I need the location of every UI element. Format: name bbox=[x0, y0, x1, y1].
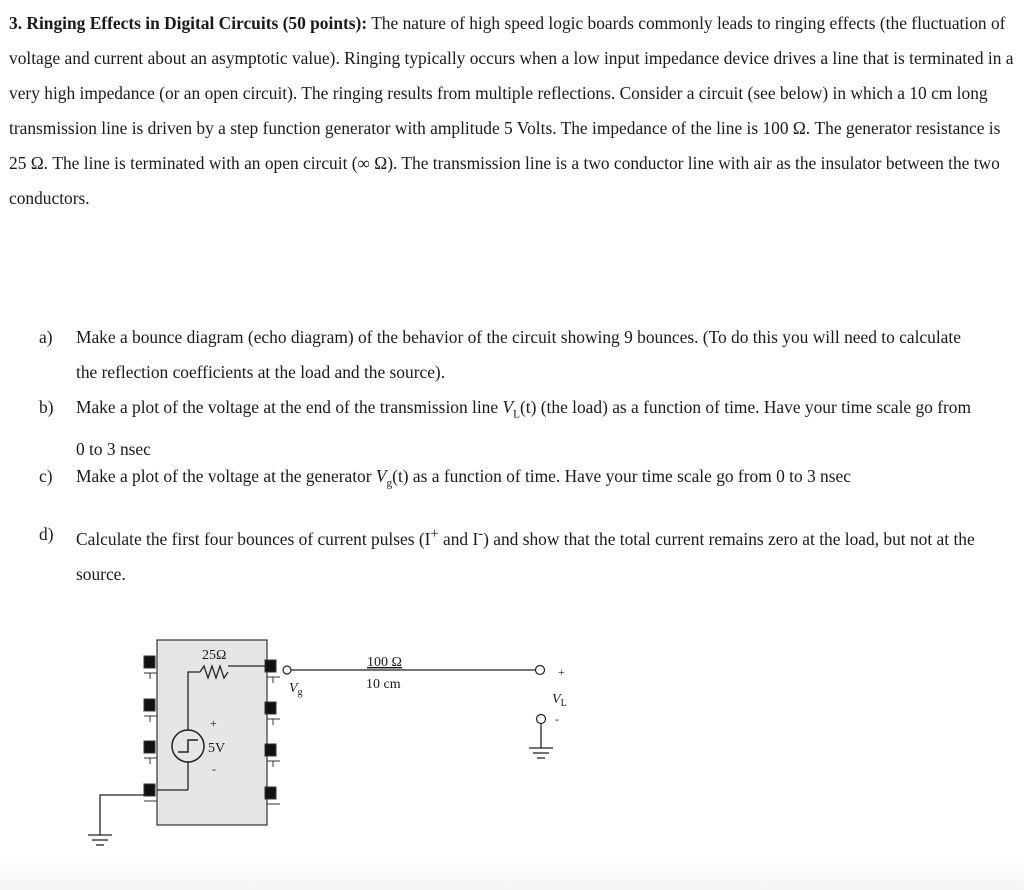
question-label: c) bbox=[39, 466, 53, 486]
resistor-label: 25Ω bbox=[202, 648, 227, 663]
footer-strip bbox=[0, 860, 1024, 890]
problem-number: 3. bbox=[9, 13, 23, 33]
superscript-plus: + bbox=[430, 526, 439, 542]
line-impedance-label: 100 Ω bbox=[367, 655, 402, 670]
question-text bbox=[76, 459, 981, 501]
question-text-post: (the load) as a function of time. Have your time scale go from 0 to 3 nsec bbox=[76, 397, 972, 460]
superscript-minus: - bbox=[478, 526, 484, 542]
question-text-mid: and I bbox=[438, 528, 479, 549]
question-text-pre: Make a plot of the voltage at the generator bbox=[76, 466, 376, 486]
problem-title: Ringing Effects in Digital Circuits (50 points): bbox=[26, 13, 368, 33]
line-length-label: 10 cm bbox=[366, 677, 401, 692]
chip-ground-icon bbox=[88, 795, 144, 845]
symbol-main: V bbox=[502, 397, 514, 417]
problem-heading bbox=[9, 13, 367, 33]
load-voltage-symbol: $V_L$ bbox=[552, 692, 567, 709]
question-text: Make a bounce diagram (echo diagram) of the behavior of the circuit showing 9 bounces. (To do this you will need to calculate the reflection coefficients at the load and the source). bbox=[76, 327, 961, 382]
question-label: a) bbox=[39, 327, 53, 347]
question-text-post: ) and show that the total current remains zero at the load, but not at the source. bbox=[76, 528, 975, 584]
circuit-diagram bbox=[60, 630, 580, 855]
generator-terminal-icon bbox=[283, 666, 291, 674]
source-minus-sign: - bbox=[212, 762, 216, 776]
step-source-icon bbox=[172, 730, 204, 762]
symbol-main: V bbox=[375, 466, 387, 486]
source-voltage-label: 5V bbox=[208, 741, 226, 756]
load-plus-sign: + bbox=[558, 665, 565, 679]
left-pins bbox=[144, 656, 157, 801]
question-text-pre: Make a plot of the voltage at the end of the transmission line bbox=[76, 397, 503, 417]
symbol-argument: (t) bbox=[392, 466, 409, 486]
symbol-subscript: L bbox=[513, 408, 520, 421]
source-plus-sign: + bbox=[210, 716, 217, 730]
load-voltage-symbol bbox=[502, 397, 537, 421]
load-terminal-icon bbox=[536, 666, 545, 675]
question-text bbox=[76, 390, 981, 467]
question-label: d) bbox=[39, 524, 54, 544]
generator-voltage-symbol bbox=[375, 466, 409, 490]
question-text-post: as a function of time. Have your time scale go from 0 to 3 nsec bbox=[408, 466, 851, 486]
symbol-argument: (t) bbox=[519, 397, 537, 417]
problem-statement bbox=[9, 6, 1014, 216]
generator-voltage-symbol: $V_g$ bbox=[289, 681, 303, 698]
question-label: b) bbox=[39, 397, 54, 417]
problem-body: The nature of high speed logic boards commonly leads to ringing effects (the fluctuation of voltage and current about an asymptotic value). Ringing typically occurs when a low input impedance device drives a line that is terminated in a very high impedance (or an open circuit). The ringing results from multiple reflections. Consider a circuit (see below) in which a 10 cm long transmission line is driven by a step function generator with amplitude 5 Volts. The impedance of the line is 100 Ω. The generator resistance is 25 Ω. The line is terminated with an open circuit (∞ Ω). The transmission line is a two conductor line with air as the insulator between the two conductors. bbox=[9, 13, 1014, 208]
load-return-terminal-icon bbox=[537, 715, 546, 724]
question-text bbox=[76, 517, 981, 592]
load-minus-sign: - bbox=[555, 712, 559, 726]
load-ground-icon bbox=[529, 724, 553, 758]
symbol-subscript: g bbox=[386, 477, 393, 490]
question-text-pre: Calculate the first four bounces of current pulses (I bbox=[76, 528, 431, 549]
